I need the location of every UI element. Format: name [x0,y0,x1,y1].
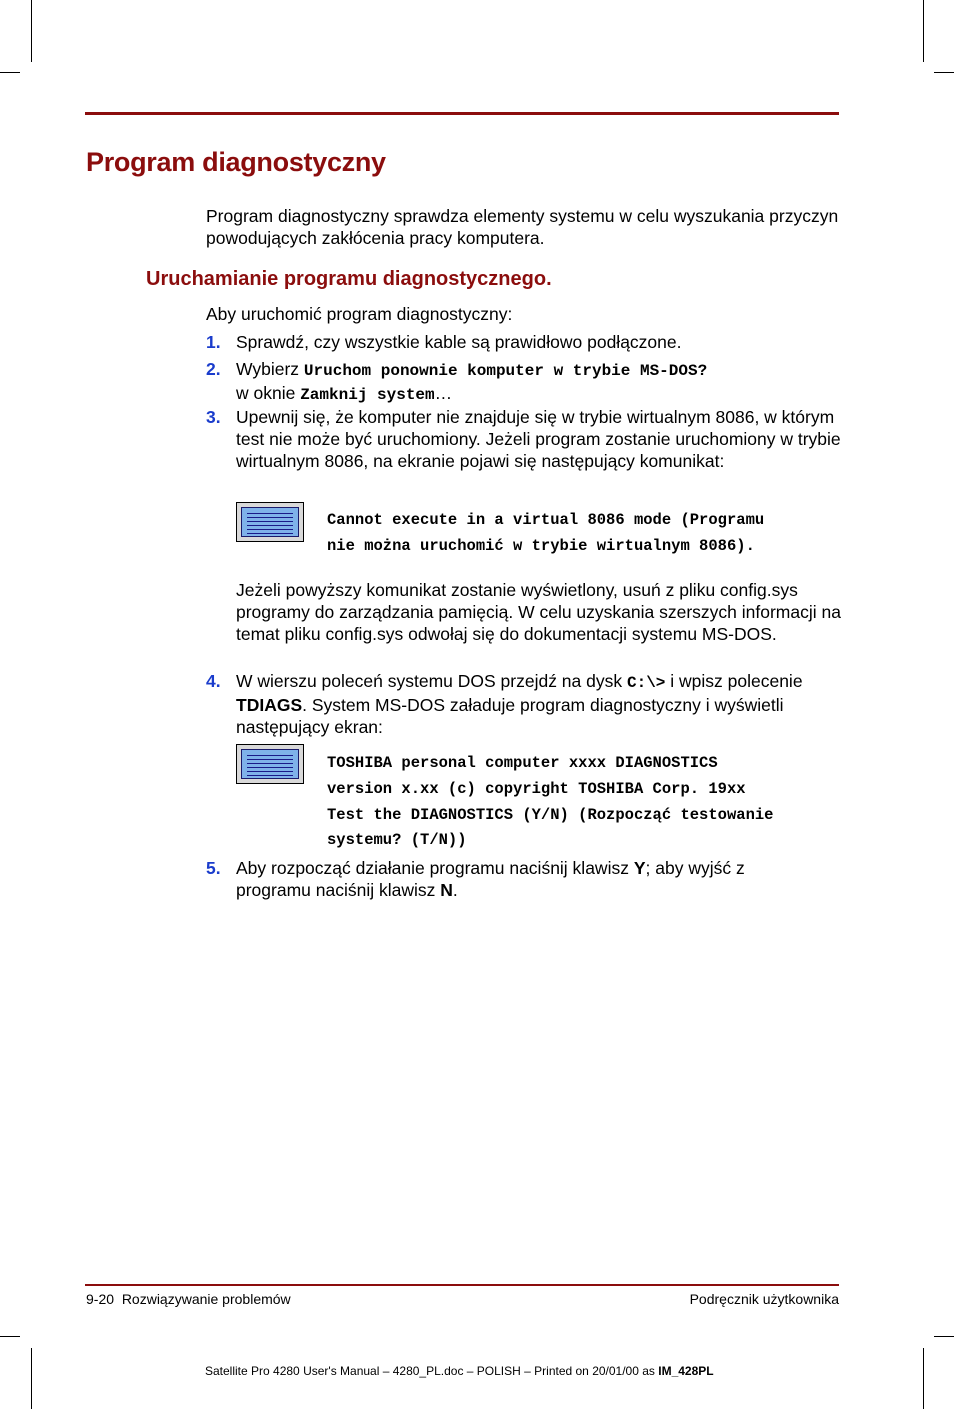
print-info-text: Satellite Pro 4280 User's Manual – 4280_PL.doc – POLISH – Printed on 20/01/00 as [205,1364,659,1378]
footer-left [86,1291,291,1307]
screen-line: version x.xx (c) copyright TOSHIBA Corp. 19xx [327,779,746,798]
step-text: Sprawdź, czy wszystkie kable są prawidłowo podłączone. [236,332,682,352]
step-number: 1. [206,332,221,352]
step-text-part: . System MS-DOS załaduje program diagnostyczny i wyświetli następujący ekran: [236,695,784,737]
step-text-part: w oknie [236,383,301,403]
step-number: 5. [206,858,221,878]
step-text-part: . [452,880,458,900]
screen-icon [236,502,304,542]
screen-message [327,508,764,560]
screen-line: Cannot execute in a virtual 8086 mode (Programu [327,511,765,529]
screen-line: nie można uruchomić w trybie wirtualnym 8086). [327,536,755,555]
page-number: 9-20 [86,1291,115,1307]
step-text [236,857,796,901]
crop-mark [923,0,924,62]
drive-prompt-code: C:\> [626,674,666,692]
step-text-part: … [434,383,453,403]
crop-mark [31,1348,32,1409]
chapter-name: Rozwiązywanie problemów [121,1291,291,1307]
crop-mark [0,72,20,73]
crop-mark [923,1348,924,1409]
section-lead: Aby uruchomić program diagnostyczny: [206,304,513,324]
command-name: TDIAGS [236,695,303,715]
section-title: Uruchamianie programu diagnostycznego. [146,268,552,290]
crop-mark [934,72,954,73]
step-text-part: W wierszu poleceń systemu DOS przejdź na dysk [236,671,627,691]
print-info [205,1364,714,1378]
footer-right: Podręcznik użytkownika [689,1291,839,1307]
step-text-part: Aby rozpocząć działanie programu naciśnij klawisz [236,858,634,878]
screen-line: systemu? (T/N)) [327,831,467,850]
step-number: 4. [206,671,221,691]
key-label: N [440,880,453,900]
step-text-part: Wybierz [236,359,304,379]
screen-line: TOSHIBA personal computer xxxx DIAGNOSTICS [327,754,718,772]
intro-paragraph: Program diagnostyczny sprawdza elementy systemu w celu wyszukania przyczyn powodujących zakłócenia pracy komputera. [206,206,839,248]
header-rule [85,112,839,115]
note-paragraph: Jeżeli powyższy komunikat zostanie wyświetlony, usuń z pliku config.sys programy do zarządzania pamięcią. W celu uzyskania szerszych informacji na temat pliku config.sys odwołaj się do dokumentacji systemu MS-DOS. [236,580,841,644]
window-name-code: Zamknij system [300,386,435,404]
screen-icon [236,744,304,784]
screen-message [327,751,773,854]
step-text-part: i wpisz polecenie [665,671,803,691]
step-number: 2. [206,359,221,379]
key-label: Y [633,858,646,878]
crop-mark [31,0,32,62]
page-title: Program diagnostyczny [86,147,386,177]
print-info-code: IM_428PL [658,1364,714,1378]
step-number: 3. [206,407,221,427]
crop-mark [0,1336,20,1337]
menu-option-code: Uruchom ponownie komputer w trybie MS-DOS? [303,362,708,380]
step-text: Upewnij się, że komputer nie znajduje się w trybie wirtualnym 8086, w którym test nie może być uruchomiony. Jeżeli program zostanie uruchomiony w trybie wirtualnym 8086, na ekranie pojawi się następujący komunikat: [236,407,841,471]
step-text [236,358,846,406]
crop-mark [934,1336,954,1337]
screen-line: Test the DIAGNOSTICS (Y/N) (Rozpocząć testowanie [327,805,774,824]
step-text-part: ; aby wyjść z programu naciśnij klawisz [236,858,745,900]
step-text [236,670,846,738]
footer-rule [85,1284,839,1286]
